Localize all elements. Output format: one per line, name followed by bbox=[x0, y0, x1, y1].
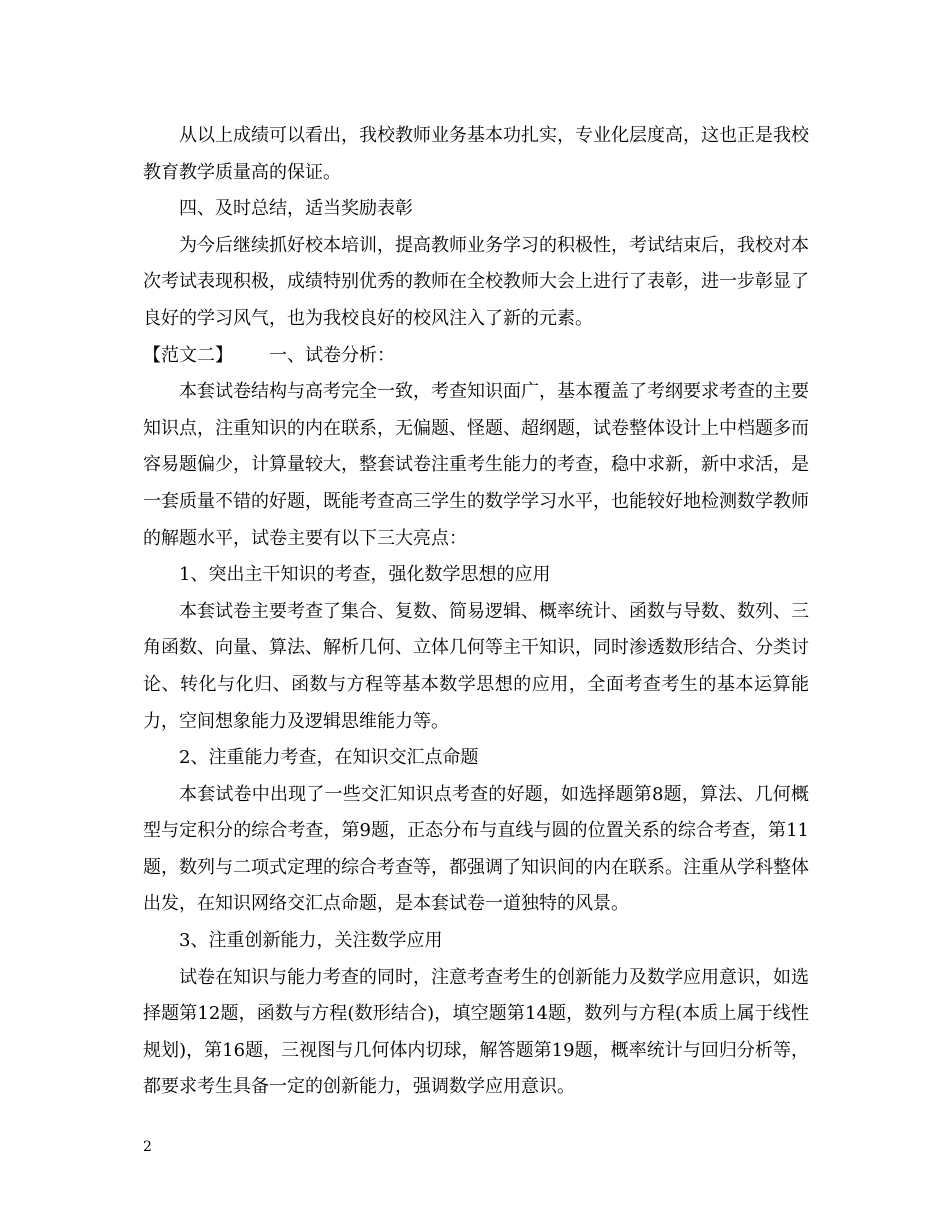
page-number: 2 bbox=[143, 1139, 152, 1155]
highlight-heading-1: 1、突出主干知识的考查，强化数学思想的应用 bbox=[179, 564, 551, 586]
paragraph-paper-overview: 本套试卷结构与高考完全一致，考查知识面广，基本覆盖了考纲要求考查的主要知识点，注重知识的内在联系，无偏题、怪题、超纲题，试卷整体设计上中档题多而容易题偏少，计算量较大，整套试卷注重考生能力的考查，稳中求新，新中求活，是一套质量不错的好题，既能考查高三学生的数学学习水平，也能较好地检测数学教师的解题水平，试卷主要有以下三大亮点： bbox=[143, 381, 809, 549]
paragraph-highlight-1: 本套试卷主要考查了集合、复数、简易逻辑、概率统计、函数与导数、数列、三角函数、向量、算法、解析几何、立体几何等主干知识，同时渗透数形结合、分类讨论、转化与化归、函数与方程等基本数学思想的应用，全面考查考生的基本运算能力，空间想象能力及逻辑思维能力等。 bbox=[143, 600, 809, 732]
document-body bbox=[143, 118, 809, 1106]
paragraph-highlight-3: 试卷在知识与能力考查的同时，注意考查考生的创新能力及数学应用意识，如选择题第12题，函数与方程(数形结合)，填空题第14题，数列与方程(本质上属于线性规划)，第16题，三视图与几何体内切球，解答题第19题，概率统计与回归分析等，都要求考生具备一定的创新能力，强调数学应用意识。 bbox=[143, 966, 809, 1098]
section-heading-4: 四、及时总结，适当奖励表彰 bbox=[179, 198, 413, 220]
sample-two-heading bbox=[143, 338, 809, 375]
highlight-heading-3: 3、注重创新能力，关注数学应用 bbox=[179, 930, 443, 952]
paragraph-highlight-2: 本套试卷中出现了一些交汇知识点考查的好题，如选择题第8题，算法、几何概型与定积分的综合考查，第9题，正态分布与直线与圆的位置关系的综合考查，第11题，数列与二项式定理的综合考查等，都强调了知识间的内在联系。注重从学科整体出发，在知识网络交汇点命题，是本套试卷一道独特的风景。 bbox=[143, 783, 809, 915]
paragraph-conclusion: 从以上成绩可以看出，我校教师业务基本功扎实，专业化层度高，这也正是我校教育教学质量高的保证。 bbox=[143, 125, 809, 183]
sample-two-tag: 【范文二】 bbox=[143, 344, 233, 366]
sample-two-title: 一、试卷分析： bbox=[269, 344, 395, 366]
highlight-heading-2: 2、注重能力考查，在知识交汇点命题 bbox=[179, 747, 479, 769]
paragraph-commendation: 为今后继续抓好校本培训，提高教师业务学习的积极性，考试结束后，我校对本次考试表现积极，成绩特别优秀的教师在全校教师大会上进行了表彰，进一步彰显了良好的学习风气，也为我校良好的校风注入了新的元素。 bbox=[143, 234, 809, 329]
